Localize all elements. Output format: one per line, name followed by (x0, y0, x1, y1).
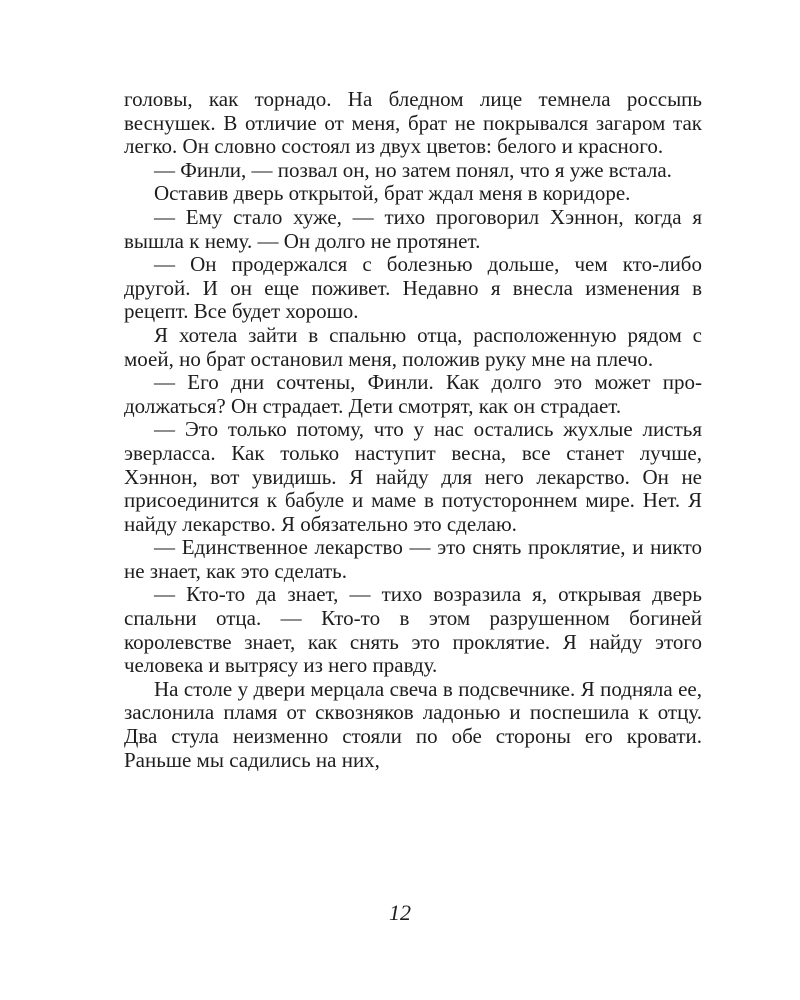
paragraph-4: — Ему стало хуже, — тихо проговорил Хэннон, когда я вышла к нему. — Он долго не протянет. (124, 204, 702, 253)
page-number: 12 (389, 900, 411, 925)
paragraph-11: На столе у двери мерцала свеча в подсвечнике. Я подняла ее, заслонила пламя от сквозняков ладонью и поспешила к отцу. Два стула неизменно стояли по обе стороны его кровати. Раньше мы садились на них, (124, 676, 702, 772)
paragraph-10: — Кто-то да знает, — тихо возразила я, открывая дверь спальни отца. — Кто-то в этом разрушенном богиней королевстве знает, как снять это проклятие. Я найду этого человека и вытрясу из него правду. (124, 582, 702, 678)
paragraph-7: — Его дни сочтены, Финли. Как долго это может продолжаться? Он страдает. Дети смотрят, как он страдает. (124, 370, 702, 418)
paragraph-3: Оставив дверь открытой, брат ждал меня в коридоре. (154, 181, 631, 206)
paragraph-6: Я хотела зайти в спальню отца, расположенную рядом с моей, но брат остановил меня, положив руку мне на плечо. (124, 322, 702, 371)
paragraph-5: — Он продержался с болезнью дольше, чем кто-либо другой. И он еще поживет. Недавно я внесла изменения в рецепт. Все будет хорошо. (124, 252, 702, 324)
paragraph-8: — Это только потому, что у нас остались жухлые листья эверласса. Как только наступит весна, все станет лучше, Хэннон, вот увидишь. Я найду для него лекарство. Он не присоединится к бабуле и маме в потустороннем мире. Нет. Я найду лекарство. Я обязательно это сделаю. (124, 417, 702, 536)
paragraph-2: — Финли, — позвал он, но затем понял, что я уже встала. (154, 157, 672, 182)
paragraph-1: головы, как торнадо. На бледном лице темнела россыпь веснушек. В отличие от меня, брат не покрывался загаром так легко. Он словно состоял из двух цветов: белого и красного. (124, 87, 702, 159)
body-text (124, 88, 702, 772)
paragraph-9: — Единственное лекарство — это снять проклятие, и никто не знает, как это сделать. (124, 535, 702, 583)
